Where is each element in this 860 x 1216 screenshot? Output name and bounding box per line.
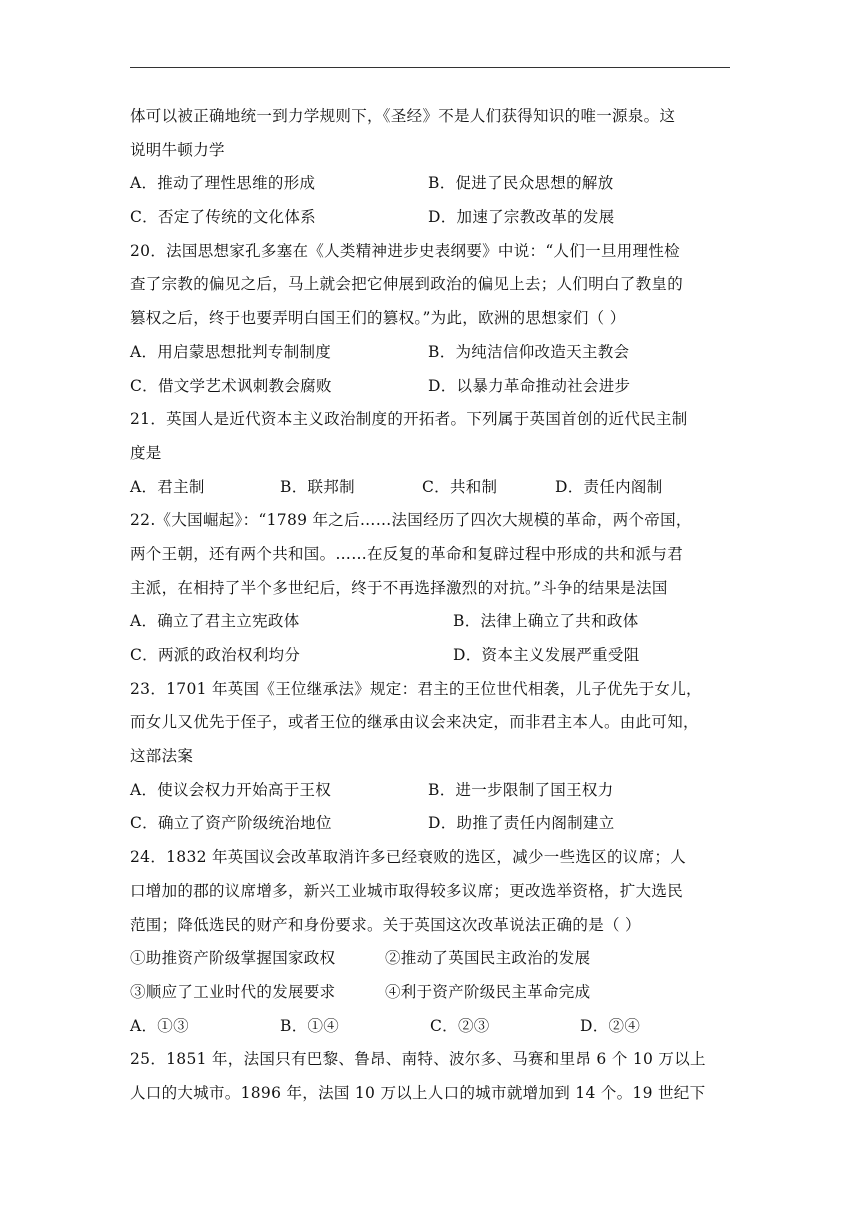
question-text-line: 20．法国思想家孔多塞在《人类精神进步史表纲要》中说：“人们一旦用理性检: [130, 241, 680, 260]
options-row: [130, 336, 730, 370]
question-25: [130, 1043, 730, 1110]
question-text-line: 度是: [130, 443, 162, 462]
options-row: [130, 1010, 730, 1044]
question-22: [130, 504, 730, 672]
statements-row: [130, 942, 730, 976]
option-b[interactable]: B．促进了民众思想的解放: [428, 174, 614, 193]
options-row: [130, 605, 730, 639]
options-row: [130, 167, 730, 201]
option-a[interactable]: A．使议会权力开始高于王权: [130, 780, 332, 799]
option-b[interactable]: B．为纯洁信仰改造天主教会: [428, 342, 630, 361]
question-text-line: 查了宗教的偏见之后，马上就会把它伸展到政治的偏见上去；人们明白了教皇的: [130, 275, 684, 294]
statements-row: [130, 976, 730, 1010]
option-c[interactable]: C．否定了传统的文化体系: [130, 208, 316, 227]
question-20: [130, 235, 730, 403]
options-row: [130, 370, 730, 404]
question-text-line: 篡权之后，终于也要弄明白国王们的篡权。”为此，欧洲的思想家们（ ）: [130, 309, 626, 328]
options-row: [130, 774, 730, 808]
option-c[interactable]: C．两派的政治权利均分: [130, 646, 301, 664]
options-row: [130, 807, 730, 841]
question-text-line: 21．英国人是近代资本主义政治制度的开拓者。下列属于英国首创的近代民主制: [130, 410, 688, 429]
option-b[interactable]: B．联邦制: [280, 477, 355, 496]
question-19: [130, 100, 730, 235]
option-c[interactable]: C．确立了资产阶级统治地位: [130, 814, 332, 833]
option-d[interactable]: D．以暴力革命推动社会进步: [428, 376, 631, 395]
option-a[interactable]: A．推动了理性思维的形成: [130, 174, 316, 193]
statement-3: ③顺应了工业时代的发展要求: [130, 982, 336, 1001]
option-a[interactable]: A．①③: [130, 1016, 189, 1035]
question-21: [130, 403, 730, 504]
options-row: [130, 639, 730, 673]
options-row: [130, 201, 730, 235]
option-d[interactable]: D．资本主义发展严重受阻: [453, 646, 640, 664]
header-rule: [130, 67, 730, 68]
question-text-line: 22.《大国崛起》：“1789 年之后……法国经历了四次大规模的革命，两个帝国，: [130, 511, 692, 530]
question-text-line: 25．1851 年，法国只有巴黎、鲁昂、南特、波尔多、马赛和里昂 6 个 10 万以上: [130, 1050, 706, 1069]
statement-2: ②推动了英国民主政治的发展: [385, 949, 591, 968]
option-d[interactable]: D．②④: [580, 1016, 641, 1035]
option-d[interactable]: D．责任内阁制: [555, 477, 663, 496]
question-text-line: 24．1832 年英国议会改革取消许多已经衰败的选区，减少一些选区的议席；人: [130, 848, 686, 867]
question-text-line: 而女儿又优先于侄子，或者王位的继承由议会来决定，而非君主本人。由此可知，: [130, 713, 699, 732]
option-a[interactable]: A．确立了君主立宪政体: [130, 612, 300, 631]
option-d[interactable]: D．助推了责任内阁制建立: [428, 814, 615, 833]
question-23: [130, 673, 730, 841]
question-text-line: 体可以被正确地统一到力学规则下，《圣经》不是人们获得知识的唯一源泉。这: [130, 107, 676, 125]
statement-4: ④利于资产阶级民主革命完成: [385, 982, 591, 1001]
question-text-line: 23．1701 年英国《王位继承法》规定：君主的王位世代相袭，儿子优先于女儿，: [130, 679, 702, 698]
question-text-line: 范围；降低选民的财产和身份要求。关于英国这次改革说法正确的是（ ）: [130, 915, 641, 934]
exam-page: [130, 100, 730, 1111]
option-d[interactable]: D．加速了宗教改革的发展: [428, 208, 615, 227]
question-text-line: 两个王朝，还有两个共和国。……在反复的革命和复辟过程中形成的共和派与君: [130, 544, 684, 563]
option-b[interactable]: B．①④: [280, 1016, 340, 1035]
option-c[interactable]: C．借文学艺术讽刺教会腐败: [130, 376, 332, 395]
question-text-line: 口增加的郡的议席增多，新兴工业城市取得较多议席；更改选举资格，扩大选民: [130, 881, 684, 900]
question-text-line: 主派，在相持了半个多世纪后，终于不再选择激烈的对抗。”斗争的结果是法国: [130, 578, 668, 597]
option-a[interactable]: A．君主制: [130, 477, 205, 496]
question-text-line: 人口的大城市。1896 年，法国 10 万以上人口的城市就增加到 14 个。19 世纪下: [130, 1083, 706, 1102]
option-c[interactable]: C．共和制: [422, 477, 498, 496]
option-b[interactable]: B．进一步限制了国王权力: [428, 780, 614, 799]
option-b[interactable]: B．法律上确立了共和政体: [453, 612, 639, 631]
option-a[interactable]: A．用启蒙思想批判专制制度: [130, 342, 332, 361]
statement-1: ①助推资产阶级掌握国家政权: [130, 949, 336, 968]
option-c[interactable]: C．②③: [430, 1016, 490, 1035]
question-text-line: 说明牛顿力学: [130, 140, 225, 159]
options-row: [130, 471, 730, 505]
question-24: [130, 841, 730, 1043]
question-text-line: 这部法案: [130, 747, 194, 766]
